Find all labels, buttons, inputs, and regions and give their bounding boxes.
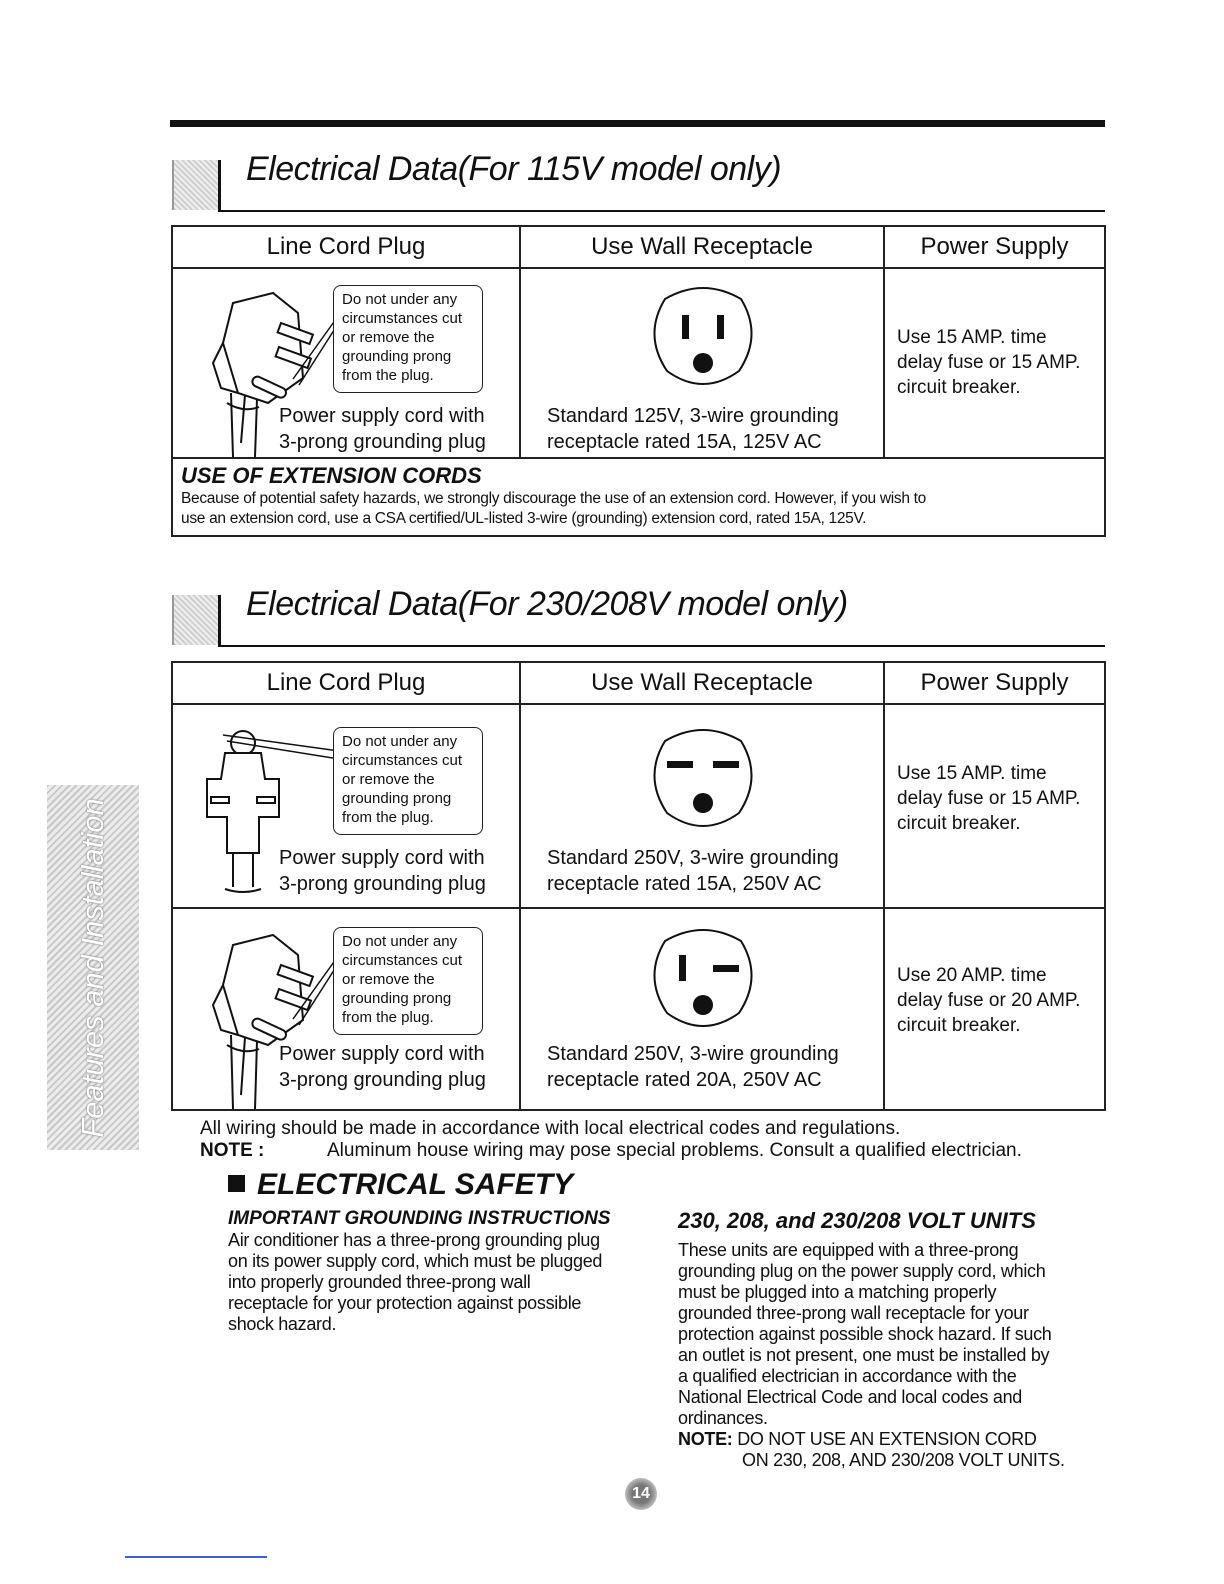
receptacle-caption <box>547 403 839 455</box>
electrical-safety-title <box>228 1168 573 1202</box>
caption-line: Power supply cord with <box>279 1043 485 1065</box>
volt-note-line1 <box>678 1429 1098 1450</box>
col-header-plug: Line Cord Plug <box>172 662 520 704</box>
extension-cords-title: USE OF EXTENSION CORDS <box>181 463 482 488</box>
section-title: Electrical Data(For 115V model only) <box>246 150 782 188</box>
electrical-table-230v <box>171 661 1106 1111</box>
power-line: delay fuse or 15 AMP. <box>897 788 1081 809</box>
caption-line: 3-prong grounding plug <box>279 873 486 895</box>
volt-note-text: DO NOT USE AN EXTENSION CORD <box>737 1429 1037 1449</box>
grounding-body <box>228 1230 648 1335</box>
callout-line: Do not under any <box>342 291 458 308</box>
callout-line: or remove the <box>342 971 435 988</box>
caption-line: 3-prong grounding plug <box>279 431 486 453</box>
volt-units-section <box>678 1208 1098 1471</box>
callout-line: or remove the <box>342 329 435 346</box>
grounding-heading: IMPORTANT GROUNDING INSTRUCTIONS <box>228 1208 611 1229</box>
callout-line: from the plug. <box>342 1009 434 1026</box>
callout-line: from the plug. <box>342 809 434 826</box>
body-line: These units are equipped with a three-prong <box>678 1240 1019 1260</box>
safety-title-text: ELECTRICAL SAFETY <box>257 1168 574 1201</box>
warning-callout <box>333 927 483 1035</box>
power-line: delay fuse or 15 AMP. <box>897 352 1081 373</box>
extension-cords-notice <box>172 458 1105 536</box>
note-label: NOTE : <box>200 1140 265 1161</box>
body-line: on its power supply cord, which must be plugged <box>228 1251 603 1271</box>
warning-callout <box>333 727 483 835</box>
caption-line: receptacle rated 15A, 125V AC <box>547 431 822 453</box>
plug-cell <box>172 908 520 1110</box>
power-supply-cell <box>884 704 1105 908</box>
top-rule <box>170 120 1105 127</box>
col-header-plug: Line Cord Plug <box>172 226 520 268</box>
callout-line: grounding prong <box>342 990 452 1007</box>
volt-units-heading: 230, 208, and 230/208 VOLT UNITS <box>678 1208 1036 1233</box>
section-marker <box>172 160 220 210</box>
warning-callout <box>333 285 483 393</box>
power-supply-text <box>897 325 1107 400</box>
col-header-receptacle: Use Wall Receptacle <box>520 226 884 268</box>
plug-cell <box>172 704 520 908</box>
footer-link-rule <box>125 1556 267 1558</box>
power-line: Use 20 AMP. time <box>897 965 1047 986</box>
receptacle-cell <box>520 268 884 458</box>
col-header-receptacle: Use Wall Receptacle <box>520 662 884 704</box>
callout-line: grounding prong <box>342 790 452 807</box>
section-title: Electrical Data(For 230/208V model only) <box>246 585 848 623</box>
body-line: National Electrical Code and local codes and <box>678 1387 1023 1407</box>
power-line: circuit breaker. <box>897 377 1021 398</box>
receptacle-15a-250v-icon <box>645 727 761 835</box>
body-line: shock hazard. <box>228 1314 337 1334</box>
power-supply-cell <box>884 908 1105 1110</box>
page-number-badge: 14 <box>625 1478 657 1510</box>
section-tick <box>218 595 221 647</box>
caption-line: Standard 125V, 3-wire grounding <box>547 405 839 427</box>
extension-cords-body: Because of potential safety hazards, we strongly discourage the use of an extension cord. However, if you wish to <box>181 490 926 507</box>
callout-line: Do not under any <box>342 933 458 950</box>
caption-line: Standard 250V, 3-wire grounding <box>547 847 839 869</box>
callout-line: or remove the <box>342 771 435 788</box>
body-line: protection against possible shock hazard. If such <box>678 1324 1052 1344</box>
plug-caption <box>279 1041 486 1093</box>
volt-note-label: NOTE: <box>678 1429 733 1449</box>
section-tick <box>218 160 221 212</box>
body-line: into properly grounded three-prong wall <box>228 1272 531 1292</box>
power-supply-text <box>897 963 1107 1038</box>
power-supply-text <box>897 761 1107 836</box>
body-line: ordinances. <box>678 1408 768 1428</box>
callout-line: grounding prong <box>342 348 452 365</box>
section-header-230v <box>170 585 1105 647</box>
note-text: Aluminum house wiring may pose special problems. Consult a qualified electrician. <box>327 1140 1022 1161</box>
bullet-square <box>228 1175 245 1192</box>
aluminum-note <box>200 1140 1022 1162</box>
section-marker <box>172 595 220 645</box>
power-line: circuit breaker. <box>897 813 1021 834</box>
power-line: Use 15 AMP. time <box>897 327 1047 348</box>
col-header-power: Power Supply <box>884 662 1105 704</box>
power-line: delay fuse or 20 AMP. <box>897 990 1081 1011</box>
receptacle-caption <box>547 845 839 897</box>
side-tab-label: Features and Installation <box>75 797 110 1138</box>
caption-line: Power supply cord with <box>279 405 485 427</box>
section-rule <box>218 210 1105 212</box>
callout-line: Do not under any <box>342 733 458 750</box>
body-line: an outlet is not present, one must be installed by <box>678 1345 1050 1365</box>
callout-pointer <box>213 731 341 791</box>
caption-line: receptacle rated 20A, 250V AC <box>547 1069 822 1091</box>
plug-caption <box>279 403 486 455</box>
callout-line: from the plug. <box>342 367 434 384</box>
power-line: circuit breaker. <box>897 1015 1021 1036</box>
body-line: receptacle for your protection against possible <box>228 1293 582 1313</box>
grounding-instructions <box>228 1208 648 1335</box>
callout-line: circumstances cut <box>342 310 463 327</box>
receptacle-caption <box>547 1041 839 1093</box>
caption-line: Standard 250V, 3-wire grounding <box>547 1043 839 1065</box>
body-line: grounding plug on the power supply cord, which <box>678 1261 1046 1281</box>
wiring-note: All wiring should be made in accordance with local electrical codes and regulations. <box>200 1118 901 1139</box>
caption-line: 3-prong grounding plug <box>279 1069 486 1091</box>
receptacle-cell <box>520 908 884 1110</box>
plug-cell <box>172 268 520 458</box>
volt-units-body <box>678 1240 1098 1471</box>
section-rule <box>218 645 1105 647</box>
body-line: grounded three-prong wall receptacle for your <box>678 1303 1029 1323</box>
volt-note-line2: ON 230, 208, AND 230/208 VOLT UNITS. <box>742 1450 1065 1470</box>
plug-caption <box>279 845 486 897</box>
body-line: Air conditioner has a three-prong grounding plug <box>228 1230 600 1250</box>
caption-line: Power supply cord with <box>279 847 485 869</box>
section-header-115v <box>170 150 1105 212</box>
extension-cords-body: use an extension cord, use a CSA certified/UL-listed 3-wire (grounding) extension cord, rated 15A, 125V. <box>181 510 867 527</box>
power-line: Use 15 AMP. time <box>897 763 1047 784</box>
power-supply-cell <box>884 268 1105 458</box>
body-line: a qualified electrician in accordance with the <box>678 1366 1017 1386</box>
callout-line: circumstances cut <box>342 952 463 969</box>
electrical-table-115v <box>171 225 1106 537</box>
body-line: must be plugged into a matching properly <box>678 1282 997 1302</box>
side-tab <box>47 785 139 1150</box>
col-header-power: Power Supply <box>884 226 1105 268</box>
receptacle-cell <box>520 704 884 908</box>
caption-line: receptacle rated 15A, 250V AC <box>547 873 822 895</box>
callout-line: circumstances cut <box>342 752 463 769</box>
receptacle-15a-125v-icon <box>645 285 761 393</box>
receptacle-20a-250v-icon <box>645 927 761 1035</box>
